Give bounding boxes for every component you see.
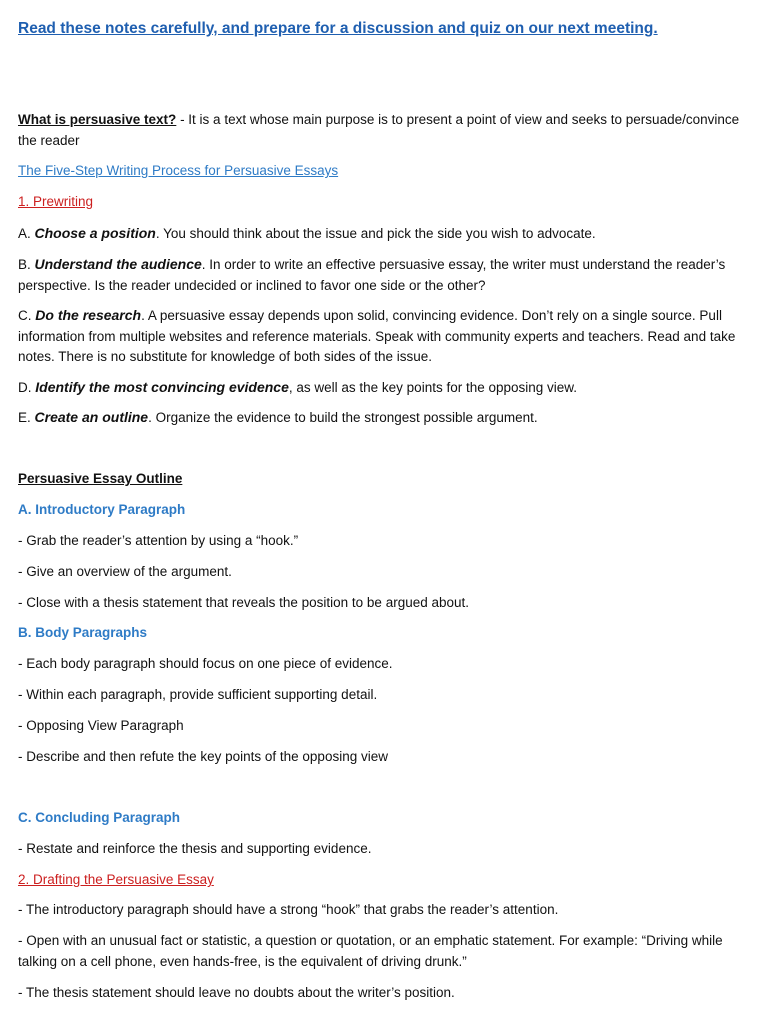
item-prefix: E.	[18, 410, 35, 425]
process-title: The Five-Step Writing Process for Persuasive Essays	[18, 163, 339, 178]
prewriting-item-c	[18, 305, 750, 368]
body-paragraphs-heading: B. Body Paragraphs	[18, 625, 148, 640]
item-text: . A persuasive essay depends upon solid, convincing evidence. Don’t rely on a single source. Pull information from multiple websites and reference materials. Speak with community experts and teachers. Read and take notes. There is no substitute for knowledge of both sides of the issue.	[18, 308, 736, 364]
drafting-item: - Open with an unusual fact or statistic, a question or quotation, or an emphatic statement. For example: “Driving while talking on a cell phone, even hands-free, is the equivalent of driving drunk.”	[18, 933, 723, 969]
item-prefix: C.	[18, 308, 36, 323]
intro-paragraph-heading: A. Introductory Paragraph	[18, 502, 186, 517]
drafting-item: - The introductory paragraph should have a strong “hook” that grabs the reader’s attention.	[18, 902, 559, 917]
intro-answer: - It is a text whose main purpose is to present a point of view and seeks to persuade/convince the reader	[18, 112, 740, 148]
intro-item: - Give an overview of the argument.	[18, 564, 232, 579]
concluding-paragraph-heading: C. Concluding Paragraph	[18, 810, 181, 825]
body-item: - Within each paragraph, provide sufficient supporting detail.	[18, 687, 378, 702]
intro-item: - Close with a thesis statement that reveals the position to be argued about.	[18, 595, 470, 610]
item-lead: Do the research	[35, 307, 142, 323]
item-prefix: B.	[18, 257, 35, 272]
intro-question: What is persuasive text?	[18, 112, 177, 127]
item-text: . Organize the evidence to build the strongest possible argument.	[148, 410, 538, 425]
item-lead: Identify the most convincing evidence	[35, 379, 289, 395]
item-prefix: D.	[18, 380, 36, 395]
prewriting-item-e	[18, 407, 750, 429]
item-text: . In order to write an effective persuasive essay, the writer must understand the reader’s perspective. Is the reader undecided or inclined to favor one side or the other?	[18, 257, 726, 293]
intro-paragraph	[18, 110, 750, 151]
prewriting-item-a	[18, 223, 750, 245]
item-prefix: A.	[18, 226, 35, 241]
item-text: . You should think about the issue and pick the side you wish to advocate.	[155, 226, 596, 241]
outline-title: Persuasive Essay Outline	[18, 471, 183, 486]
body-item: - Each body paragraph should focus on one piece of evidence.	[18, 656, 393, 671]
prewriting-heading: 1. Prewriting	[18, 194, 94, 209]
intro-item: - Grab the reader’s attention by using a “hook.”	[18, 533, 299, 548]
item-lead: Understand the audience	[34, 256, 202, 272]
item-text: , as well as the key points for the opposing view.	[288, 380, 578, 395]
prewriting-item-d	[18, 377, 750, 399]
item-lead: Create an outline	[34, 409, 149, 425]
banner-notice: Read these notes carefully, and prepare for a discussion and quiz on our next meeting.	[18, 20, 658, 37]
drafting-item: - The thesis statement should leave no doubts about the writer’s position.	[18, 985, 455, 1000]
prewriting-item-b	[18, 254, 750, 296]
body-item: - Describe and then refute the key points of the opposing view	[18, 749, 388, 764]
drafting-heading: 2. Drafting the Persuasive Essay	[18, 872, 214, 887]
conclusion-item: - Restate and reinforce the thesis and supporting evidence.	[18, 841, 372, 856]
item-lead: Choose a position	[34, 225, 156, 241]
body-item: - Opposing View Paragraph	[18, 718, 184, 733]
